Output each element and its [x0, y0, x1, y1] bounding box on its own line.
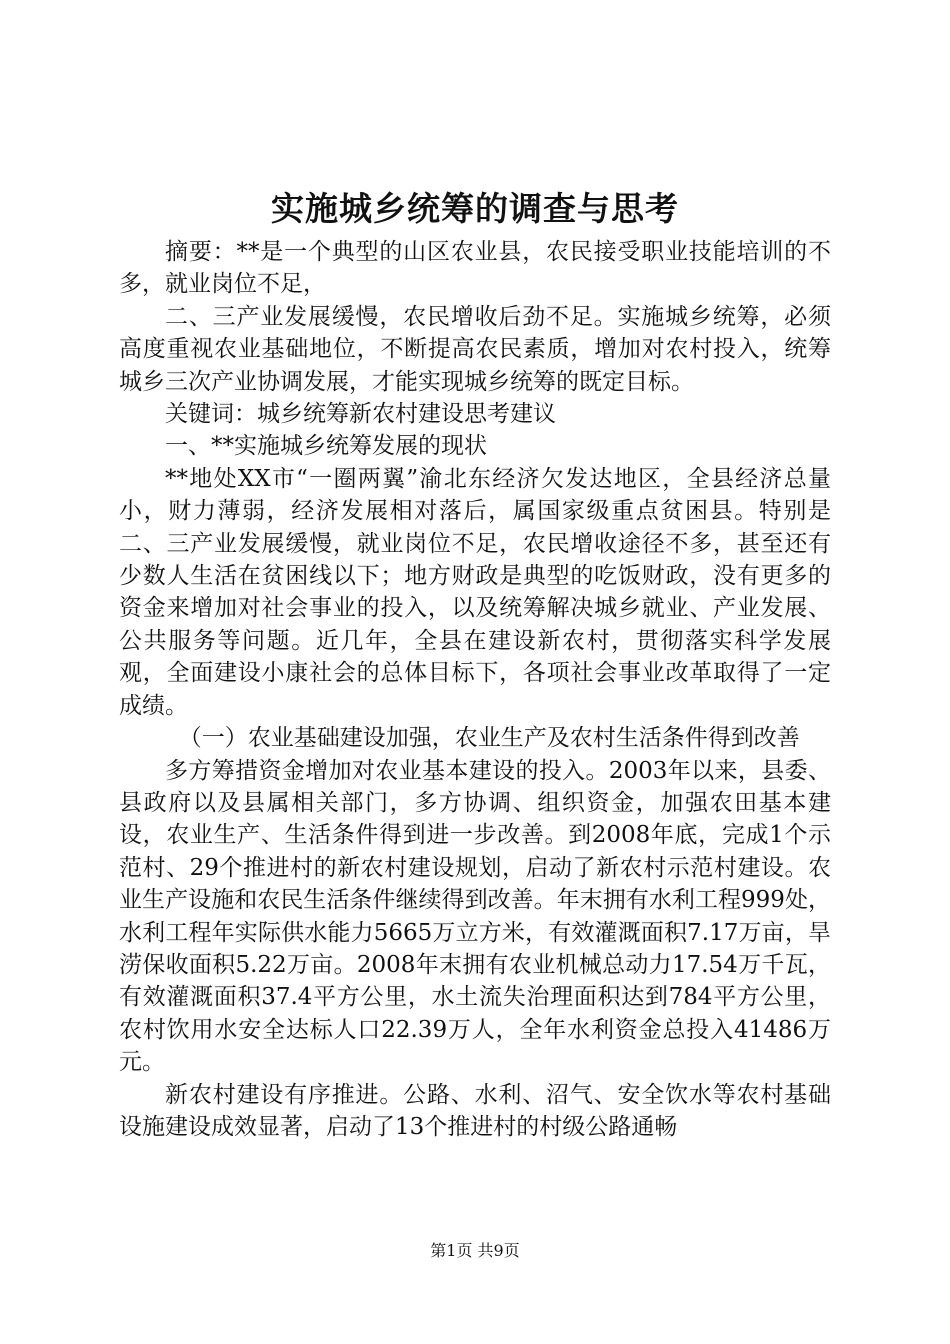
abstract-paragraph: 摘要：**是一个典型的山区农业县，农民接受职业技能培训的不多，就业岗位不足， [119, 239, 831, 298]
document-body [119, 236, 831, 1143]
body-paragraph: 多方筹措资金增加对农业基本建设的投入。2003年以来，县委、县政府以及县属相关部门，多方协调、组织资金，加强农田基本建设，农业生产、生活条件得到进一步改善。到2008年底，完成1个示范村、29个推进村的新农村建设规划，启动了新农村示范村建设。农业生产设施和农民生活条件继续得到改善。年末拥有水利工程999处，水利工程年实际供水能力5665万立方米，有效灌溉面积7.17万亩，旱涝保收面积5.22万亩。2008年末拥有农业机械总动力17.54万千瓦，有效灌溉面积37.4平方公里，水土流失治理面积达到784平方公里，农村饮用水安全达标人口22.39万人，全年水利资金总投入41486万元。 [119, 757, 831, 1076]
page-number-footer: 第1页 共9页 [430, 1241, 520, 1260]
body-paragraph: 二、三产业发展缓慢，农民增收后劲不足。实施城乡统筹，必须高度重视农业基础地位，不断提高农民素质，增加对农村投入，统筹城乡三次产业协调发展，才能实现城乡统筹的既定目标。 [119, 303, 831, 395]
body-paragraph: **地处XX市“一圈两翼”渝北东经济欠发达地区，全县经济总量小，财力薄弱，经济发展相对落后，属国家级重点贫困县。特别是二、三产业发展缓慢，就业岗位不足，农民增收途径不多，甚至还有少数人生活在贫困线以下；地方财政是典型的吃饭财政，没有更多的资金来增加对社会事业的投入，以及统筹解决城乡就业、产业发展、公共服务等问题。近几年，全县在建设新农村，贯彻落实科学发展观，全面建设小康社会的总体目标下，各项社会事业改革取得了一定成绩。 [119, 465, 831, 719]
body-paragraph: 新农村建设有序推进。公路、水利、沼气、安全饮水等农村基础设施建设成效显著，启动了13个推进村的村级公路通畅 [119, 1081, 831, 1140]
document-title: 实施城乡统筹的调查与思考 [271, 189, 679, 228]
subsection-heading: （一）农业基础建设加强，农业生产及农村生活条件得到改善 [178, 725, 800, 752]
section-heading: 一、**实施城乡统筹发展的现状 [165, 433, 487, 460]
keywords-paragraph: 关键词：城乡统筹新农村建设思考建议 [165, 401, 556, 428]
